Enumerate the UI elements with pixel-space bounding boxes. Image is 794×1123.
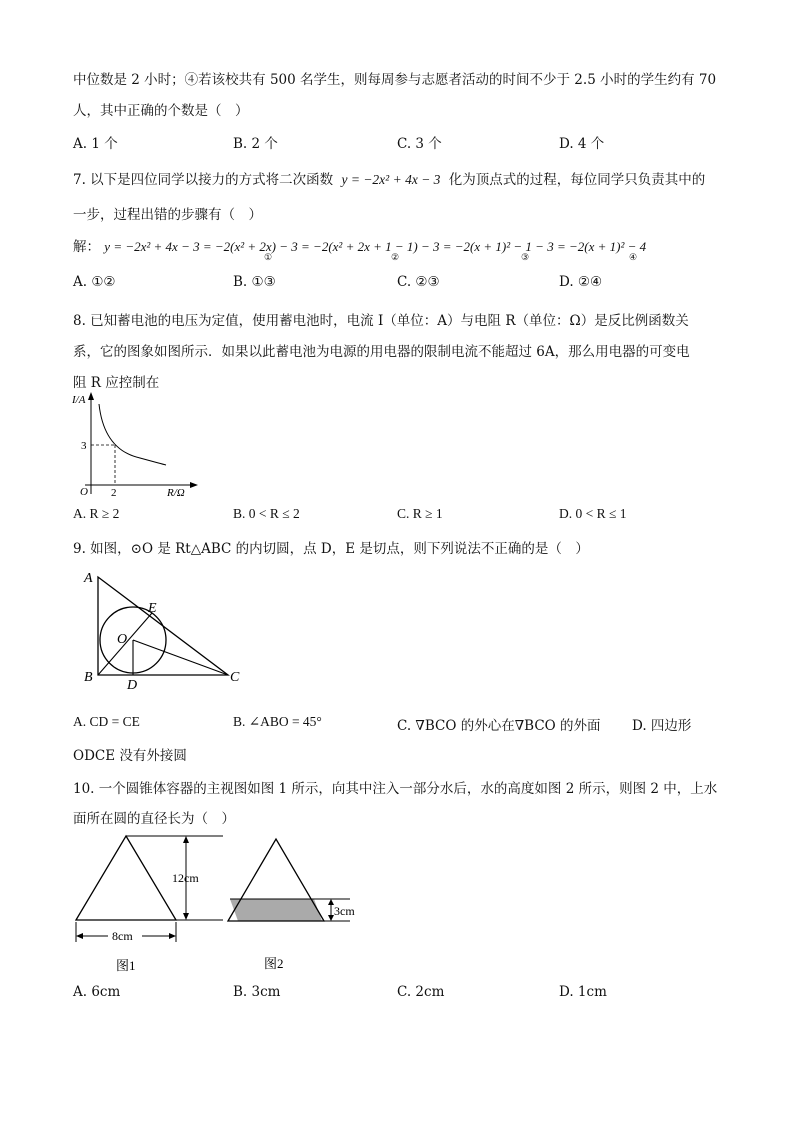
q10-fig1-height-label: 12cm: [172, 871, 199, 885]
q7-step-mark-1: ①: [264, 253, 273, 263]
q10-option-a[interactable]: A. 6cm: [73, 984, 121, 1000]
q9-label-a: A: [84, 571, 93, 586]
q9-label-b: B: [84, 670, 93, 685]
q8-option-a[interactable]: A. R ≥ 2: [73, 506, 120, 521]
q7-option-b[interactable]: B. ①③: [233, 274, 276, 290]
q7-step-mark-4: ④: [629, 253, 638, 263]
q9-line1: 9. 如图，⊙O 是 Rt△ABC 的内切圆，点 D，E 是切点，则下列说法不正确的是（ ）: [73, 541, 589, 557]
q7-option-c[interactable]: C. ②③: [397, 274, 440, 290]
q8-x-tick: 2: [111, 487, 117, 499]
q9-option-d[interactable]: D. 四边形: [632, 718, 692, 734]
q8-y-tick: 3: [81, 440, 87, 452]
q7-solution: [73, 235, 646, 255]
q6-option-b[interactable]: B. 2 个: [233, 136, 278, 152]
q8-option-b[interactable]: B. 0 < R ≤ 2: [233, 506, 300, 521]
q8-y-label: I/A: [72, 394, 86, 406]
q10-fig2-water: [230, 899, 322, 921]
q8-option-c[interactable]: C. R ≥ 1: [397, 506, 443, 521]
q8-line1: 8. 已知蓄电池的电压为定值，使用蓄电池时，电流 I（单位：A）与电阻 R（单位：Ω）是反比例函数关: [73, 313, 689, 329]
q8-origin: O: [80, 486, 88, 498]
q10-line1: 10. 一个圆锥体容器的主视图如图 1 所示，向其中注入一部分水后，水的高度如图 2 所示，则图 2 中，上水: [73, 781, 718, 797]
q6-line1: 中位数是 2 小时；④若该校共有 500 名学生，则每周参与志愿者活动的时间不少于 2.5 小时的学生约有 70: [73, 72, 717, 88]
q7-line1-pre: 7. 以下是四位同学以接力的方式将二次函数: [73, 172, 334, 188]
q7-step-mark-2: ②: [391, 253, 400, 263]
q10-fig1-arrow-down: [183, 913, 189, 920]
q6-option-a[interactable]: A. 1 个: [73, 136, 118, 152]
q8-y-arrow: [88, 392, 94, 400]
q10-fig1-arrow-right: [169, 933, 176, 939]
q9-option-b[interactable]: B. ∠ABO = 45°: [233, 714, 322, 729]
q7-line1-post: 化为顶点式的过程，每位同学只负责其中的: [448, 172, 706, 188]
q10-fig1-arrow-left: [76, 933, 83, 939]
q10-option-d[interactable]: D. 1cm: [559, 984, 607, 1000]
q8-option-d[interactable]: D. 0 < R ≤ 1: [559, 506, 627, 521]
q10-option-b[interactable]: B. 3cm: [233, 984, 281, 1000]
q7-line1: [73, 168, 705, 188]
q10-fig2-height-label: 3cm: [334, 904, 355, 918]
q10-fig1-caption: 图1: [116, 958, 136, 973]
q9-option-a[interactable]: A. CD = CE: [73, 714, 140, 729]
q9-incircle-figure: [78, 565, 248, 693]
q8-curve: [99, 404, 166, 465]
q7-option-a[interactable]: A. ①②: [73, 274, 116, 290]
q10-fig1-cone: [76, 836, 176, 920]
q7-option-d[interactable]: D. ②④: [559, 274, 603, 290]
q7-step-mark-3: ③: [521, 253, 530, 263]
q6-line2: 人，其中正确的个数是（ ）: [73, 103, 249, 119]
q9-option-d-cont: ODCE 没有外接圆: [73, 748, 187, 764]
q7-line2: 一步，过程出错的步骤有（ ）: [73, 207, 262, 223]
q10-figures: [68, 830, 368, 975]
q10-line2: 面所在圆的直径长为（ ）: [73, 811, 235, 827]
q8-line3: 阻 R 应控制在: [73, 375, 160, 391]
q9-option-c[interactable]: C. ∇BCO 的外心在∇BCO 的外面: [397, 718, 601, 734]
q10-fig2-caption: 图2: [264, 956, 284, 971]
q6-option-c[interactable]: C. 3 个: [397, 136, 442, 152]
q10-option-c[interactable]: C. 2cm: [397, 984, 445, 1000]
q9-label-o: O: [117, 632, 128, 647]
q9-label-e: E: [148, 601, 157, 616]
q6-option-d[interactable]: D. 4 个: [559, 136, 605, 152]
q9-label-c: C: [230, 670, 240, 685]
q8-inverse-graph: [70, 390, 200, 502]
q10-fig1-arrow-up: [183, 836, 189, 843]
q9-label-d: D: [127, 678, 138, 693]
q7-formula: y = −2x² + 4x − 3: [341, 172, 441, 187]
q8-line2: 系，它的图象如图所示．如果以此蓄电池为电源的用电器的限制电流不能超过 6A，那么用电器的可变电: [73, 344, 690, 360]
q10-fig1-width-label: 8cm: [112, 929, 133, 943]
q7-solution-label: 解：: [73, 239, 100, 255]
q8-x-label: R/Ω: [167, 487, 185, 499]
q7-solution-formula: y = −2x² + 4x − 3 = −2(x² + 2x) − 3 = −2(x² + 2x + 1 − 1) − 3 = −2(x + 1)² − 1 − 3 = −2(x + 1)² − 4: [104, 239, 647, 254]
q8-x-arrow: [190, 482, 198, 488]
